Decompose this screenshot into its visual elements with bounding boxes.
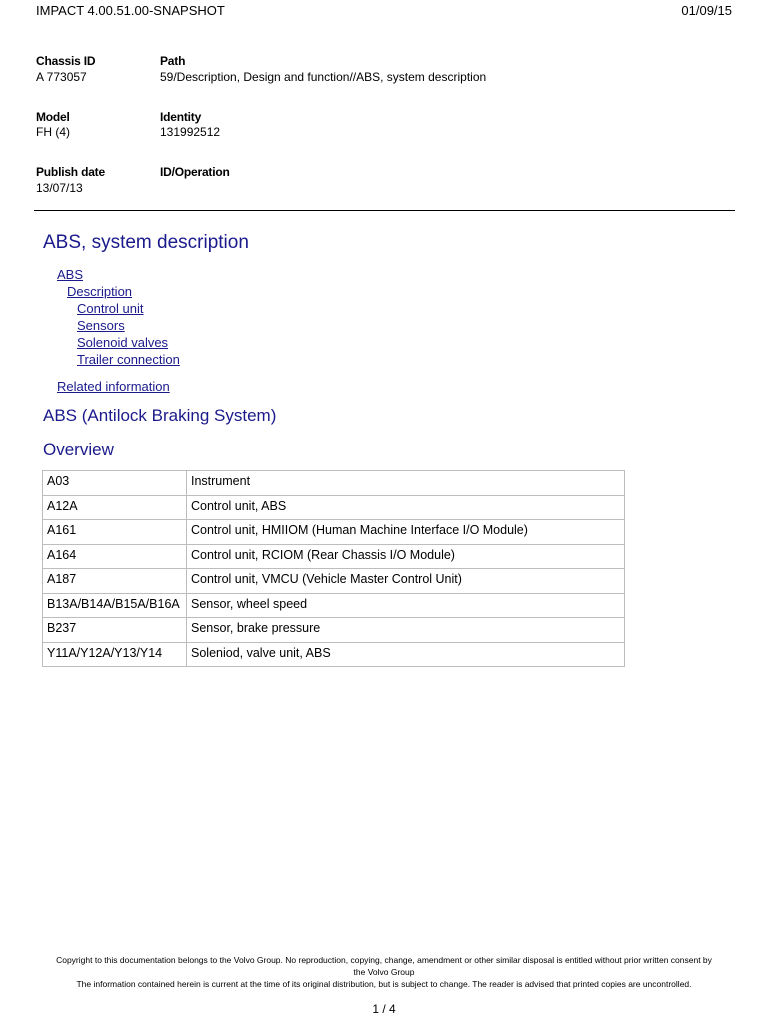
component-code-cell: B13A/B14A/B15A/B16A — [43, 593, 187, 618]
component-code-cell: A161 — [43, 520, 187, 545]
component-description-cell: Control unit, VMCU (Vehicle Master Control Unit) — [187, 569, 625, 594]
component-code-cell: A12A — [43, 495, 187, 520]
toc-link-description[interactable]: Description — [67, 284, 133, 299]
header-divider — [34, 210, 735, 211]
component-code-cell: B237 — [43, 618, 187, 643]
path-label: Path — [160, 54, 186, 68]
component-description-cell: Sensor, brake pressure — [187, 618, 625, 643]
copyright-notice: Copyright to this documentation belongs to the Volvo Group. No reproduction, copying, change, amendment or other similar disposal is entitled without prior written consent by — [56, 955, 712, 965]
page-number: 1 / 4 — [372, 1002, 396, 1016]
document-header-date: 01/09/15 — [681, 3, 732, 18]
chassis-id-value: A 773057 — [36, 70, 87, 84]
toc-link-trailer-connection[interactable]: Trailer connection — [77, 352, 180, 367]
component-description-cell: Soleniod, valve unit, ABS — [187, 642, 625, 667]
component-code-cell: A03 — [43, 471, 187, 496]
model-value: FH (4) — [36, 125, 70, 139]
toc-link-sensors[interactable]: Sensors — [77, 318, 125, 333]
component-description-cell: Control unit, ABS — [187, 495, 625, 520]
component-code-cell: Y11A/Y12A/Y13/Y14 — [43, 642, 187, 667]
table-row — [43, 544, 625, 569]
id-operation-label: ID/Operation — [160, 165, 230, 179]
path-value: 59/Description, Design and function//ABS, system description — [160, 70, 487, 84]
component-description-cell: Sensor, wheel speed — [187, 593, 625, 618]
overview-table — [42, 470, 625, 667]
identity-value: 131992512 — [160, 125, 221, 139]
component-code-cell: A187 — [43, 569, 187, 594]
table-row — [43, 471, 625, 496]
publish-date-value: 13/07/13 — [36, 181, 83, 195]
section-heading-abs: ABS (Antilock Braking System) — [43, 406, 277, 425]
copyright-notice-owner: the Volvo Group — [353, 967, 415, 977]
section-heading-overview: Overview — [43, 440, 114, 459]
publish-date-label: Publish date — [36, 165, 105, 179]
toc-link-solenoid-valves[interactable]: Solenoid valves — [77, 335, 169, 350]
component-description-cell: Control unit, RCIOM (Rear Chassis I/O Module) — [187, 544, 625, 569]
toc-link-related-information[interactable]: Related information — [57, 379, 170, 394]
table-row — [43, 520, 625, 545]
table-row — [43, 642, 625, 667]
page-title: ABS, system description — [43, 232, 249, 253]
chassis-id-label: Chassis ID — [36, 54, 96, 68]
identity-label: Identity — [160, 110, 202, 124]
document-header-title: IMPACT 4.00.51.00-SNAPSHOT — [36, 3, 225, 18]
table-row — [43, 618, 625, 643]
toc-link-control-unit[interactable]: Control unit — [77, 301, 144, 316]
component-code-cell: A164 — [43, 544, 187, 569]
model-label: Model — [36, 110, 70, 124]
component-description-cell: Control unit, HMIIOM (Human Machine Interface I/O Module) — [187, 520, 625, 545]
toc-link-abs[interactable]: ABS — [57, 267, 84, 282]
table-row — [43, 495, 625, 520]
table-row — [43, 569, 625, 594]
component-description-cell: Instrument — [187, 471, 625, 496]
table-row — [43, 593, 625, 618]
distribution-notice: The information contained herein is current at the time of its original distribution, but is subject to change. The reader is advised that printed copies are uncontrolled. — [76, 979, 692, 989]
